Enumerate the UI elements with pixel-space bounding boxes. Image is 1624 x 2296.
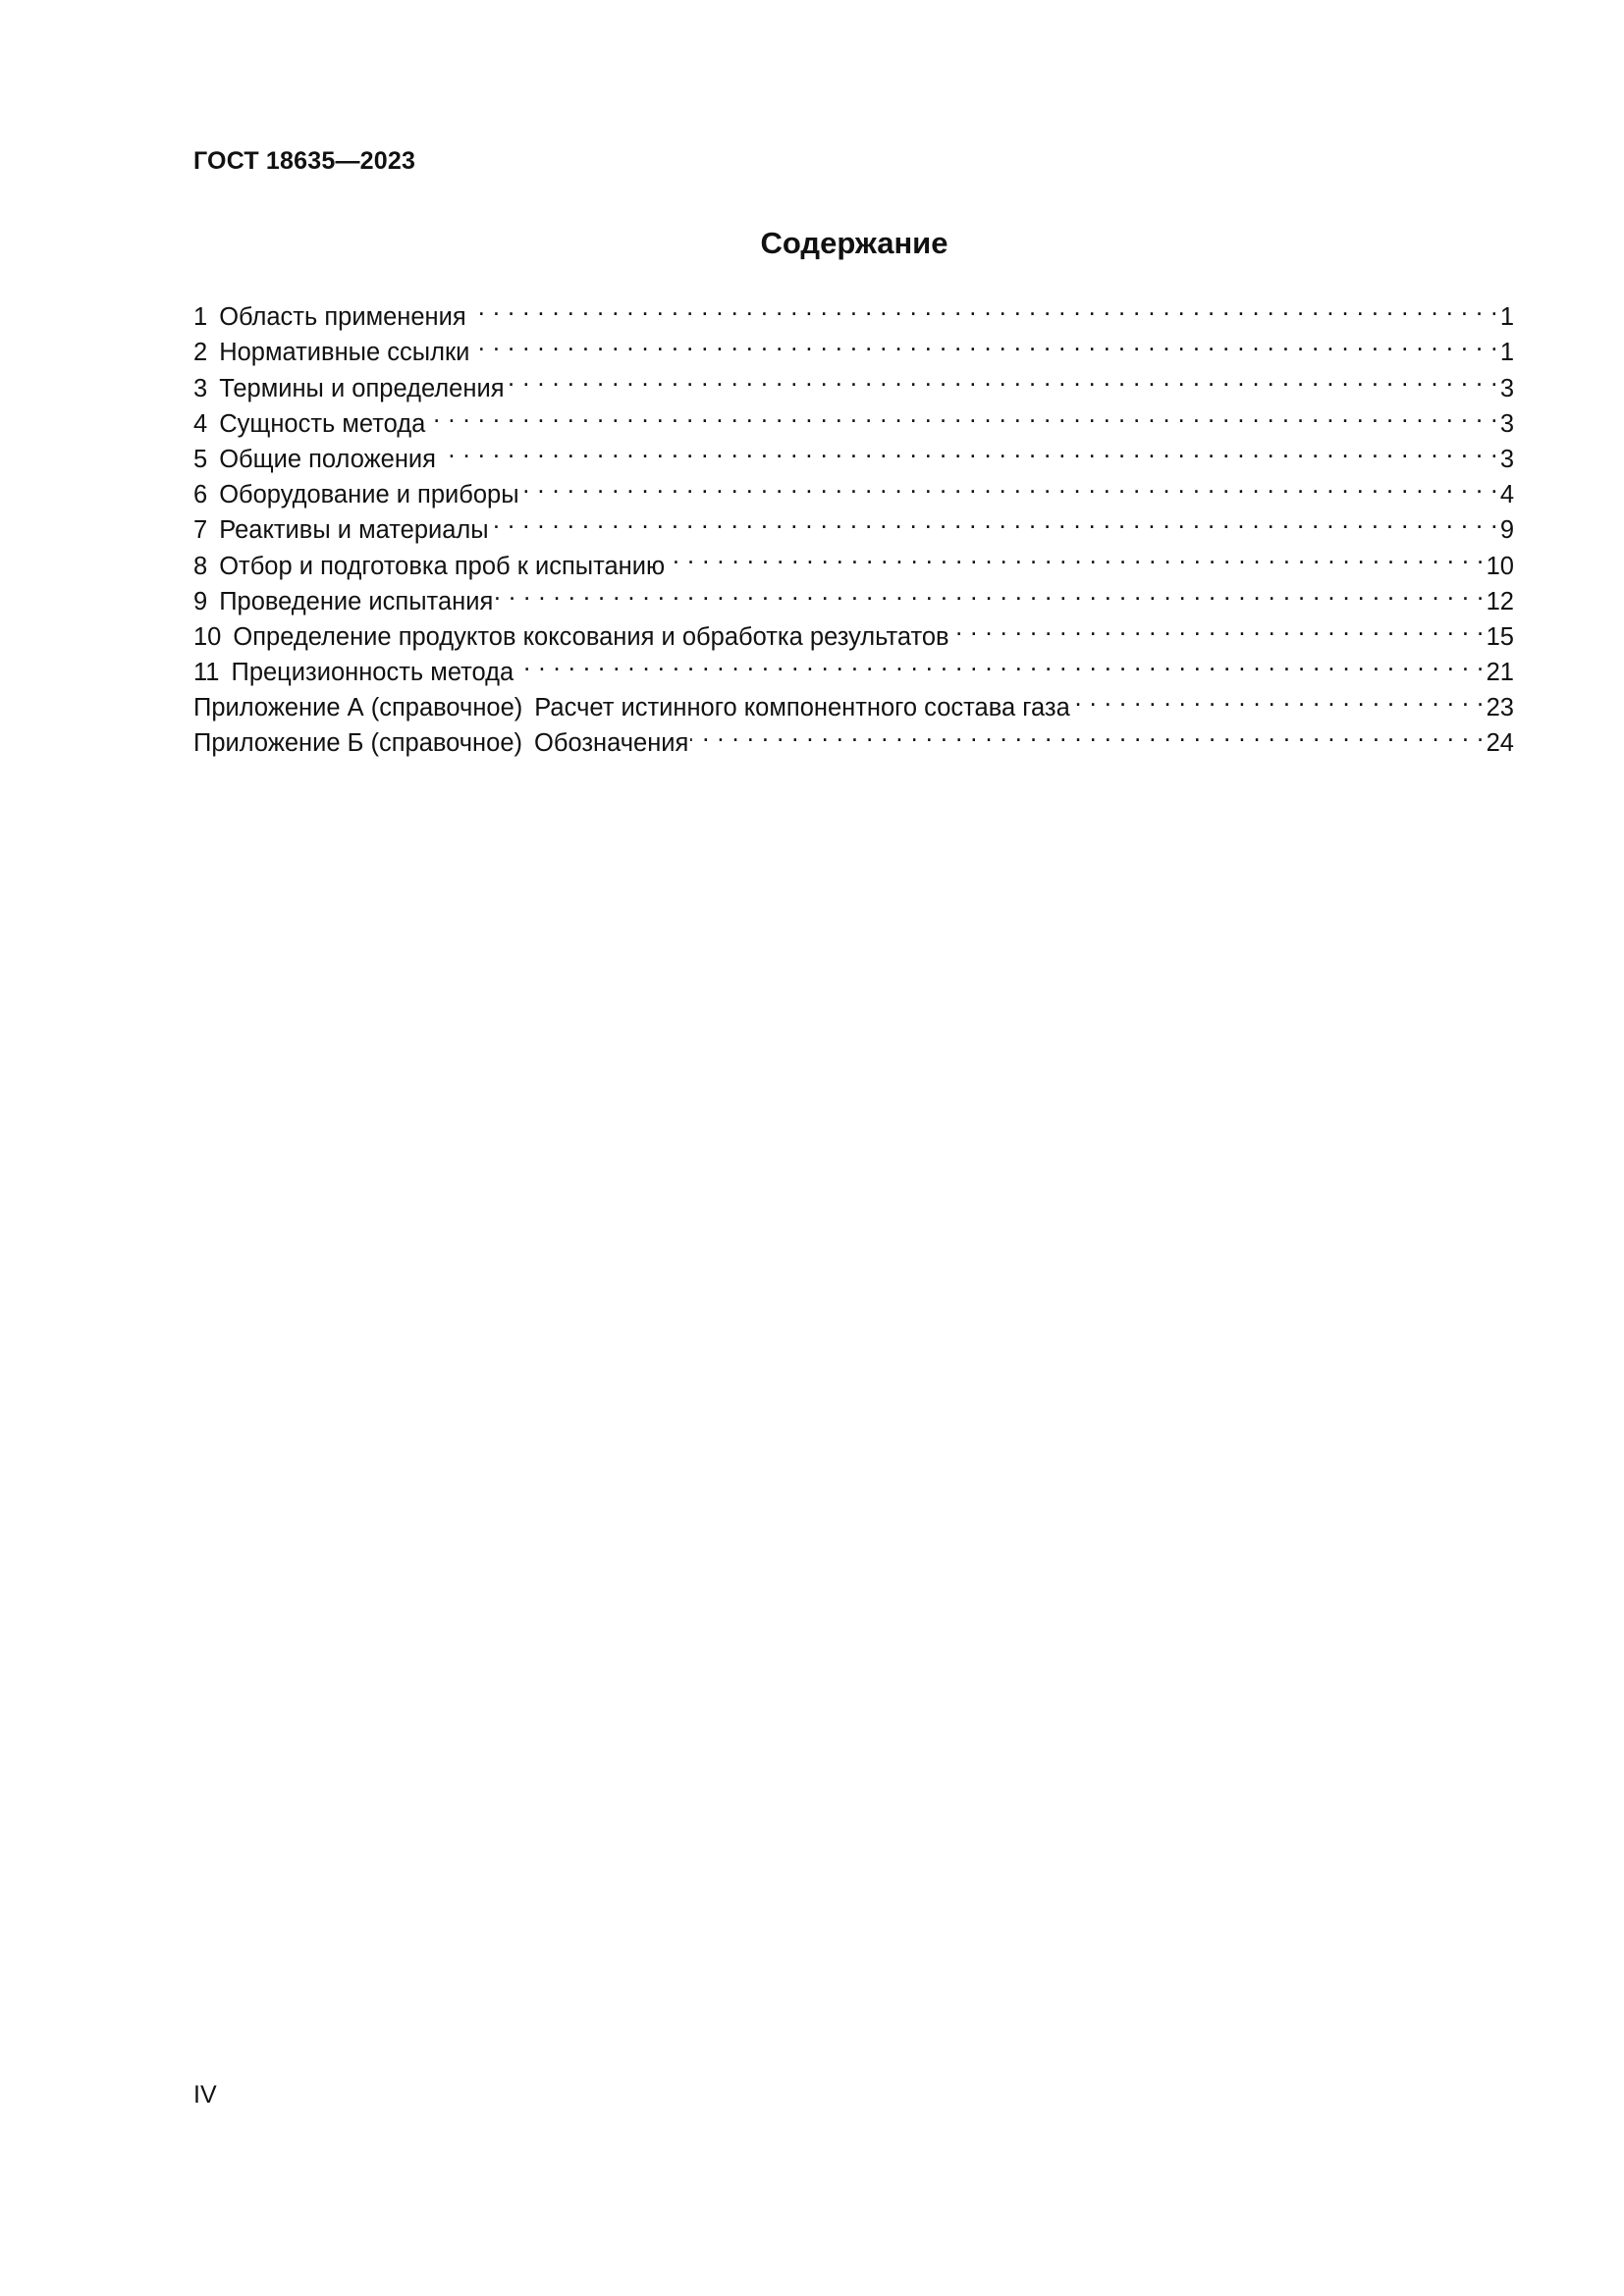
toc-dot-leader <box>515 645 1484 680</box>
toc-entry-text <box>193 725 688 761</box>
toc-entry-page: 24 <box>1486 729 1514 758</box>
toc-entry-page: 12 <box>1486 587 1514 615</box>
toc-dot-leader <box>690 716 1484 751</box>
toc-entry-label: Сущность метода <box>219 409 426 438</box>
document-code: ГОСТ 18635—2023 <box>193 147 416 175</box>
toc-entry-number: 11 <box>193 659 220 687</box>
toc-dot-leader <box>507 360 1498 396</box>
toc-entry-label: Общие положения <box>219 445 436 473</box>
toc-entry-page: 1 <box>1499 303 1514 332</box>
toc-entry-page: 21 <box>1486 659 1514 687</box>
toc-entry-number: 3 <box>193 374 208 402</box>
toc-entry-label: Обозначения <box>534 729 689 758</box>
toc-entry-page: 10 <box>1486 552 1514 580</box>
toc-dot-leader <box>491 503 1498 538</box>
toc-entry-text <box>193 406 425 442</box>
toc-entry-number: 5 <box>193 445 208 473</box>
toc-entry-number: 7 <box>193 516 208 545</box>
toc-title: Содержание <box>760 226 948 260</box>
toc-entry-number: Приложение А (справочное) <box>193 694 523 722</box>
toc-entry-label: Термины и определения <box>219 374 505 402</box>
toc-entry-label: Расчет истинного компонентного состава газа <box>534 694 1070 722</box>
toc-entry-text <box>193 335 469 370</box>
toc-entry-text <box>193 299 466 335</box>
toc-entry-text <box>193 442 436 477</box>
toc-entry-text <box>193 512 489 548</box>
toc-entry-number: Приложение Б (справочное) <box>193 729 522 758</box>
toc-entry-text <box>193 477 519 512</box>
page-number: IV <box>193 2081 217 2109</box>
toc-entry-label: Прецизионность метода <box>231 659 514 687</box>
toc-dot-leader <box>495 574 1484 610</box>
toc-entry-page: 3 <box>1499 445 1514 473</box>
toc-entry-text <box>193 655 514 690</box>
toc-entry-label: Реактивы и материалы <box>219 516 489 545</box>
toc-dot-leader <box>427 397 1497 432</box>
toc-dot-leader <box>468 290 1498 325</box>
toc-dot-leader <box>471 325 1497 360</box>
toc-entry-text <box>193 584 493 619</box>
toc-entry-page: 15 <box>1486 622 1514 651</box>
toc-entry-page: 4 <box>1499 481 1514 509</box>
toc-entry-page: 3 <box>1499 409 1514 438</box>
toc-dot-leader <box>951 610 1485 645</box>
toc-dot-leader <box>1072 680 1485 716</box>
toc-entry-label: Оборудование и приборы <box>219 481 519 509</box>
table-of-contents <box>193 290 1514 758</box>
toc-entry-number: 2 <box>193 339 208 367</box>
toc-dot-leader <box>667 538 1485 573</box>
toc-dot-leader <box>438 432 1498 467</box>
toc-entry-page: 1 <box>1499 339 1514 367</box>
toc-entry-page: 9 <box>1499 516 1514 545</box>
toc-entry[interactable] <box>193 290 1514 332</box>
toc-entry-label: Область применения <box>219 303 466 332</box>
toc-entry-number: 8 <box>193 552 208 580</box>
toc-entry-number: 1 <box>193 303 208 332</box>
toc-entry-label: Проведение испытания <box>219 587 494 615</box>
toc-dot-leader <box>521 467 1498 503</box>
toc-entry-page: 3 <box>1499 374 1514 402</box>
toc-entry-label: Нормативные ссылки <box>219 339 470 367</box>
toc-entry-label: Определение продуктов коксования и обработка результатов <box>233 622 949 651</box>
toc-entry-number: 9 <box>193 587 208 615</box>
toc-entry-number: 10 <box>193 622 222 651</box>
toc-entry-number: 4 <box>193 409 208 438</box>
toc-entry-number: 6 <box>193 481 208 509</box>
toc-entry-label: Отбор и подготовка проб к испытанию <box>219 552 666 580</box>
toc-entry-page: 23 <box>1486 694 1514 722</box>
